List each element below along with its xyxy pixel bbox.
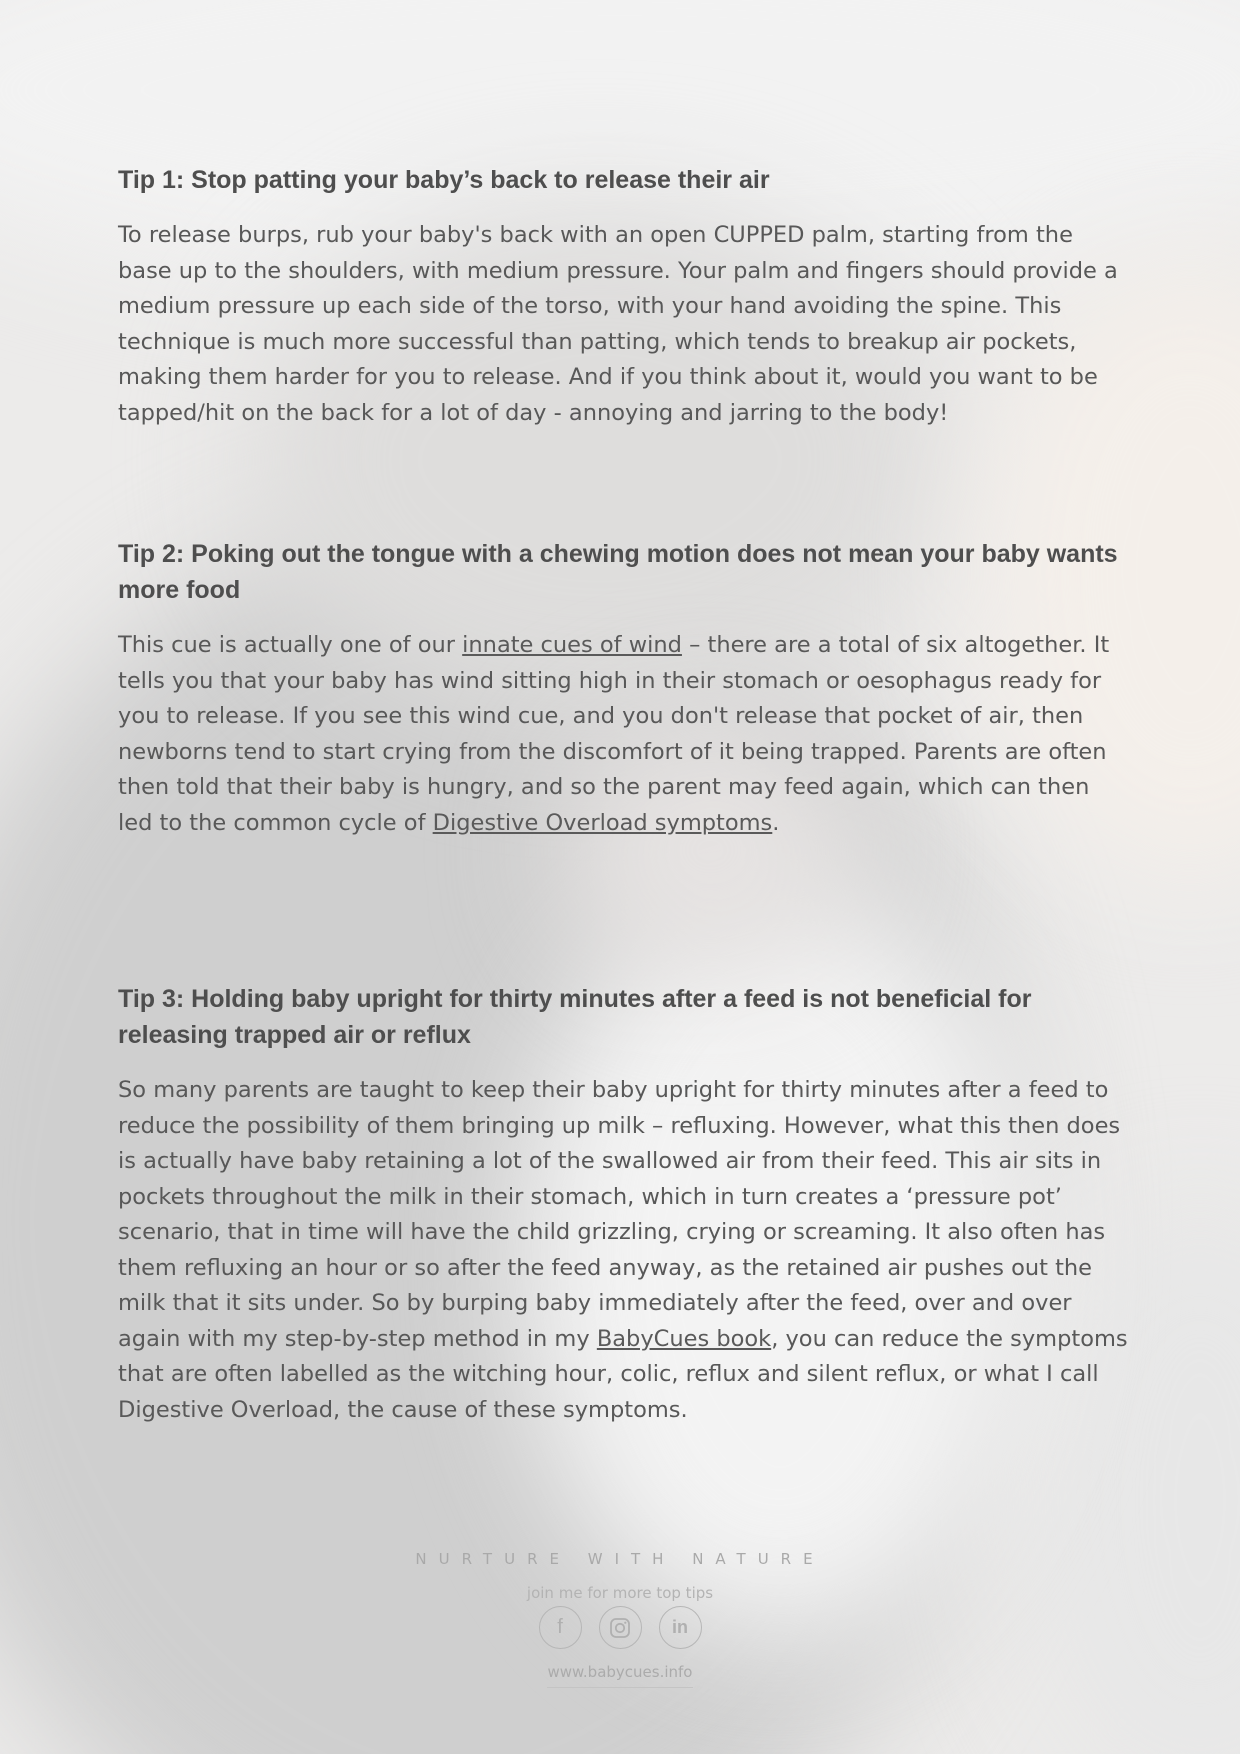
body-text: So many parents are taught to keep their baby upright for thirty minutes after a feed to reduce the possibility of them bringing up milk – refluxing. However, what this then does is actually have baby retaining a lot of the swallowed air from their feed. This air sits in pockets throughout the milk in their stomach, which in turn creates a ‘pressure pot’ scenario, that in time will have the child grizzling, crying or screaming. It also often has them refluxing an hour or so after the feed anyway, as the retained air pushes out the milk that it sits under. So by burping baby immediately after the feed, over and over again with my step-by-step method in my <box>118 1077 1121 1352</box>
website-link[interactable]: www.babycues.info <box>547 1663 692 1688</box>
body-text: , you can reduce the symptoms that are often labelled as the witching hour, colic, reflux and silent reflux, or what I call Digestive Overload, the cause of these symptoms. <box>118 1325 1128 1423</box>
tip-3-heading: Tip 3: Holding baby upright for thirty minutes after a feed is not beneficial for releasing trapped air or reflux <box>118 985 1032 1049</box>
inline-link[interactable]: BabyCues book <box>596 1325 772 1352</box>
tip-2-body <box>118 628 1128 841</box>
footer <box>0 1548 1240 1688</box>
tip-3-body <box>118 1073 1128 1428</box>
brand-name: NURTURE WITH NATURE <box>415 1550 825 1568</box>
footer-tagline: join me for more top tips <box>526 1584 714 1602</box>
body-text: This cue is actually one of our <box>118 632 463 658</box>
body-text: To release burps, rub your baby's back with an open CUPPED palm, starting from the base up to the shoulders, with medium pressure. Your palm and fingers should provide a medium pressure up each side of the torso, with your hand avoiding the spine. This technique is much more successful than patting, which tends to breakup air pockets, making them harder for you to release. And if you think about it, would you want to be tapped/hit on the back for a lot of day - annoying and jarring to the body! <box>118 222 1118 426</box>
tip-1-body <box>118 218 1128 431</box>
tip-2-heading: Tip 2: Poking out the tongue with a chewing motion does not mean your baby wants more food <box>118 540 1118 604</box>
body-text: – there are a total of six altogether. It tells you that your baby has wind sitting high in their stomach or oesophagus ready for you to release. If you see this wind cue, and you don't release that pocket of air, then newborns tend to start crying from the discomfort of it being trapped. Parents are often then told that their baby is hungry, and so the parent may feed again, which can then led to the common cycle of <box>118 632 1110 836</box>
inline-link[interactable]: Digestive Overload symptoms <box>432 809 773 836</box>
social-links <box>0 1606 1240 1649</box>
tip-1-heading: Tip 1: Stop patting your baby’s back to release their air <box>118 166 770 194</box>
facebook-icon[interactable]: f <box>539 1606 582 1649</box>
body-text: . <box>772 809 780 836</box>
instagram-icon[interactable] <box>599 1606 642 1649</box>
inline-link[interactable]: innate cues of wind <box>462 632 682 658</box>
linkedin-icon[interactable]: in <box>659 1606 702 1649</box>
